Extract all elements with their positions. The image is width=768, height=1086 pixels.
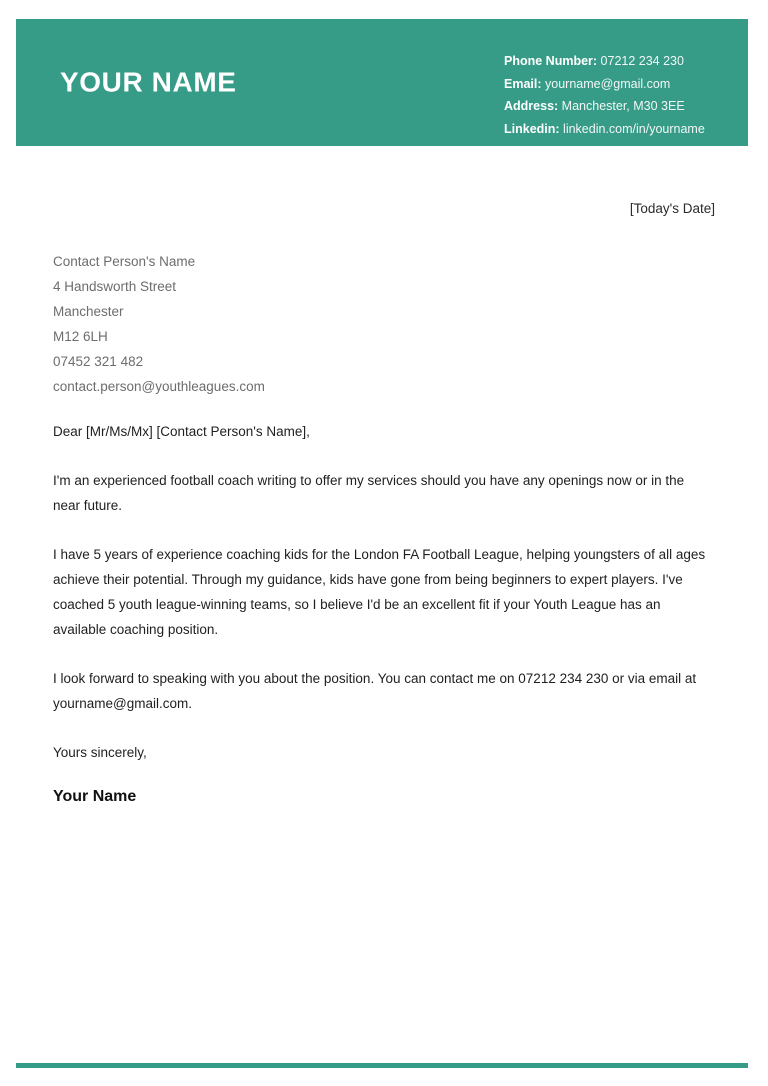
contact-value-linkedin: linkedin.com/in/yourname (563, 121, 705, 136)
recipient-city: Manchester (53, 304, 124, 319)
recipient-address-block (53, 249, 265, 399)
salutation: Dear [Mr/Ms/Mx] [Contact Person's Name], (53, 424, 310, 439)
letter-body (53, 419, 707, 808)
page-title: YOUR NAME (60, 66, 237, 98)
body-paragraph-2: I have 5 years of experience coaching kids for the London FA Football League, helping youngsters of all ages achieve their potential. Through my guidance, kids have gone from being beginners to expert players. I've coached 5 youth league-winning teams, so I believe I'd be an excellent fit if your Youth League has an available coaching position. (53, 547, 706, 637)
contact-value-phone: 07212 234 230 (600, 54, 684, 68)
recipient-street: 4 Handsworth Street (53, 279, 177, 294)
body-paragraph-1: I'm an experienced football coach writing to offer my services should you have any openings now or in the near future. (53, 473, 685, 513)
letterhead-header (16, 19, 748, 146)
contact-label-address: Address: (504, 99, 559, 113)
contact-label-email: Email: (504, 76, 542, 91)
contact-value-address: Manchester, M30 3EE (561, 99, 685, 113)
recipient-name: Contact Person's Name (53, 254, 196, 269)
contact-line-linkedin (504, 118, 744, 141)
recipient-email: contact.person@youthleagues.com (53, 379, 265, 394)
signature-name: Your Name (53, 788, 137, 805)
contact-line-address (504, 95, 744, 118)
letter-date: [Today's Date] (629, 201, 715, 216)
footer-accent-rule (16, 1063, 748, 1068)
contact-line-phone (504, 50, 744, 73)
recipient-phone: 07452 321 482 (53, 354, 144, 369)
contact-details-block (504, 50, 744, 140)
contact-label-linkedin: Linkedin: (504, 121, 560, 136)
recipient-postcode: M12 6LH (53, 329, 108, 344)
closing-salutation: Yours sincerely, (53, 745, 147, 760)
contact-label-phone: Phone Number: (504, 54, 598, 68)
contact-value-email: yourname@gmail.com (545, 76, 671, 91)
body-paragraph-3: I look forward to speaking with you about the position. You can contact me on 07212 234 230 or via email at yourname@gmail.com. (53, 671, 697, 711)
contact-line-email (504, 73, 744, 96)
